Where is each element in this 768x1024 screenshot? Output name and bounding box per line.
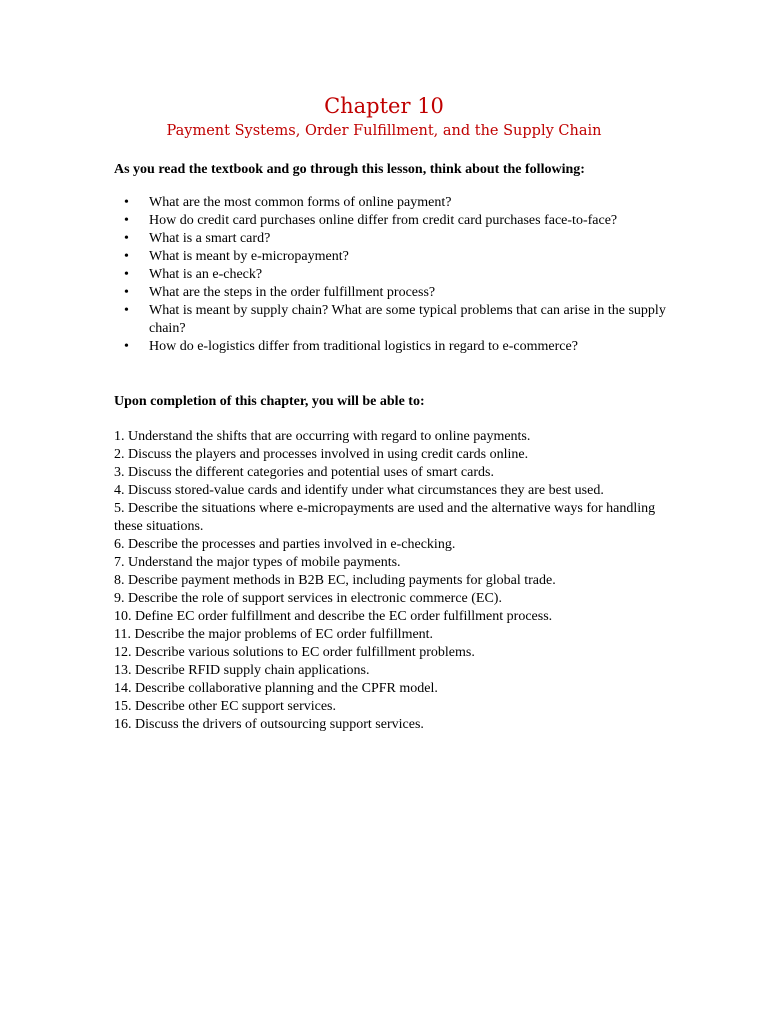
outcome-item: 14. Describe collaborative planning and the CPFR model. [114,681,438,696]
chapter-title: Chapter 10 [324,94,444,118]
question-text: What is meant by supply chain? What are some typical problems that can arise in the supply chain? [149,303,666,336]
bullet-icon: • [124,303,129,318]
outcome-item: 1. Understand the shifts that are occurring with regard to online payments. [114,429,531,444]
outcome-item: 4. Discuss stored-value cards and identify under what circumstances they are best used. [114,483,604,498]
outcome-item: 2. Discuss the players and processes involved in using credit cards online. [114,447,529,462]
outcome-item: 9. Describe the role of support services in electronic commerce (EC). [114,591,502,606]
bullet-icon: • [124,285,129,300]
question-text: What is an e-check? [149,267,263,282]
outcomes-heading: Upon completion of this chapter, you will be able to: [114,394,425,409]
outcome-item: 11. Describe the major problems of EC order fulfillment. [114,627,434,642]
outcome-item: 5. Describe the situations where e-micropayments are used and the alternative ways for handling these situations. [114,501,656,534]
bullet-icon: • [124,339,129,354]
question-text: What are the most common forms of online payment? [149,195,452,210]
outcome-item: 10. Define EC order fulfillment and describe the EC order fulfillment process. [114,609,553,624]
question-item [114,230,674,248]
question-list [114,194,674,356]
bullet-icon: • [124,231,129,246]
question-text: What are the steps in the order fulfillment process? [149,285,436,300]
outcome-item: 12. Describe various solutions to EC order fulfillment problems. [114,645,475,660]
outcome-item: 7. Understand the major types of mobile payments. [114,555,401,570]
question-item [114,284,674,302]
outcome-item: 16. Discuss the drivers of outsourcing support services. [114,717,424,732]
question-item [114,302,674,338]
outcome-item: 3. Discuss the different categories and potential uses of smart cards. [114,465,494,480]
outcome-item: 8. Describe payment methods in B2B EC, including payments for global trade. [114,573,556,588]
bullet-icon: • [124,195,129,210]
outcome-item: 13. Describe RFID supply chain applications. [114,663,370,678]
question-item [114,266,674,284]
question-text: How do e-logistics differ from traditional logistics in regard to e-commerce? [149,339,578,354]
outcome-item: 15. Describe other EC support services. [114,699,336,714]
outcome-list [114,428,659,734]
question-item [114,194,674,212]
reading-intro: As you read the textbook and go through this lesson, think about the following: [114,162,585,177]
bullet-icon: • [124,213,129,228]
question-text: What is a smart card? [149,231,271,246]
question-item [114,248,674,266]
question-text: What is meant by e-micropayment? [149,249,349,264]
bullet-icon: • [124,249,129,264]
question-item [114,338,674,356]
bullet-icon: • [124,267,129,282]
question-item [114,212,674,230]
outcome-item: 6. Describe the processes and parties involved in e-checking. [114,537,456,552]
question-text: How do credit card purchases online differ from credit card purchases face-to-face? [149,213,618,228]
chapter-subtitle: Payment Systems, Order Fulfillment, and the Supply Chain [166,123,602,139]
